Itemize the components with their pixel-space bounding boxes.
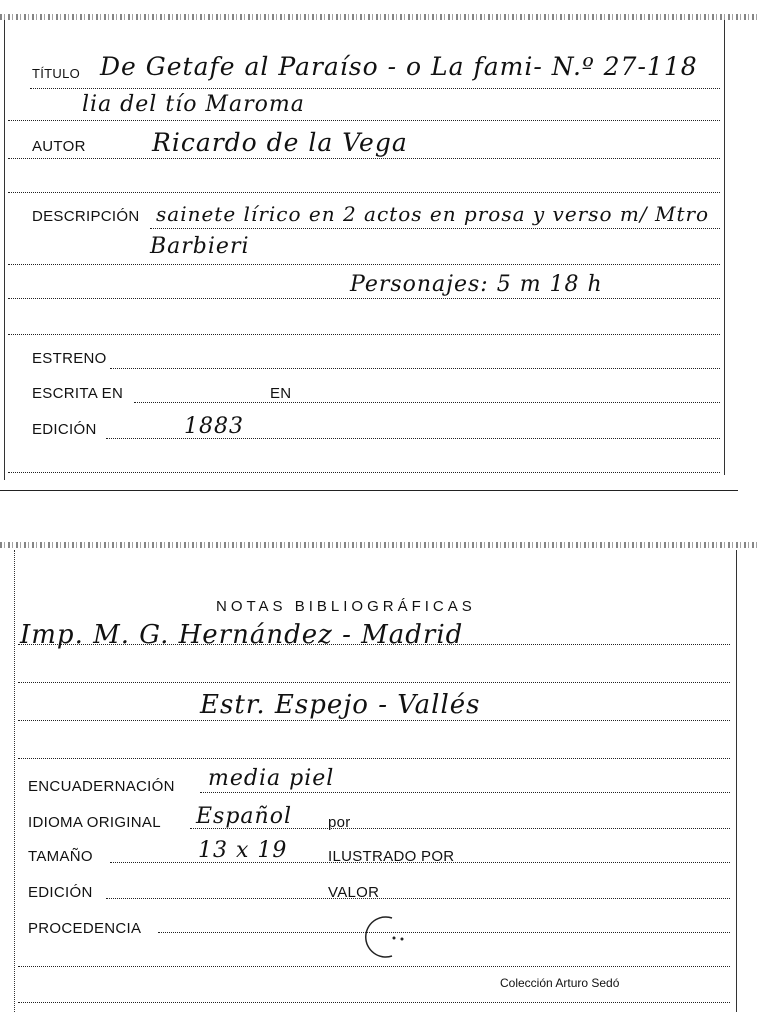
catalog-card-top — [0, 0, 759, 495]
label-tamano: TAMAÑO — [28, 848, 93, 865]
ruled-line — [134, 402, 720, 403]
label-ilustrado-por: ILUSTRADO POR — [328, 848, 455, 865]
handwritten-tamano: 13 x 19 — [198, 838, 288, 863]
collection-footer: Colección Arturo Sedó — [500, 976, 620, 990]
ruled-line — [8, 334, 720, 335]
handwritten-titulo-line2: lia del tío Maroma — [82, 92, 305, 117]
notas-bibliograficas-heading: NOTAS BIBLIOGRÁFICAS — [216, 598, 476, 615]
handwritten-titulo-line1: De Getafe al Paraíso - o La fami- N.º 27-118 — [100, 52, 698, 81]
card-right-border — [736, 550, 737, 1012]
handwritten-autor: Ricardo de la Vega — [152, 128, 408, 157]
ruled-line — [18, 966, 730, 967]
ruled-line — [18, 682, 730, 683]
label-en: EN — [270, 385, 292, 402]
card-torn-edge — [0, 542, 759, 548]
handwritten-idioma-original: Español — [196, 804, 292, 829]
ruled-line — [110, 368, 720, 369]
ruled-line — [30, 88, 720, 89]
handwritten-encuadernacion: media piel — [208, 766, 335, 791]
ruled-line — [106, 898, 730, 899]
label-idioma-original: IDIOMA ORIGINAL — [28, 814, 161, 831]
ruled-line — [18, 758, 730, 759]
label-edicion: EDICIÓN — [32, 421, 97, 438]
ruled-line — [8, 192, 720, 193]
ruled-line — [150, 228, 720, 229]
handwritten-descripcion-line1: sainete lírico en 2 actos en prosa y verso m/ Mtro — [156, 202, 710, 226]
label-valor: VALOR — [328, 884, 380, 901]
ruled-line — [8, 472, 720, 473]
label-estreno: ESTRENO — [32, 350, 107, 367]
stamp-mark-icon — [352, 912, 412, 962]
label-procedencia: PROCEDENCIA — [28, 920, 142, 937]
ruled-line — [8, 158, 720, 159]
ruled-line — [8, 264, 720, 265]
handwritten-notas-line2: Estr. Espejo - Vallés — [200, 690, 481, 720]
handwritten-edicion: 1883 — [184, 414, 244, 439]
handwritten-personajes: Personajes: 5 m 18 h — [350, 272, 603, 297]
ruled-line — [8, 298, 720, 299]
ruled-line — [18, 1002, 730, 1003]
card-left-border — [14, 550, 15, 1012]
card-left-border — [4, 20, 5, 480]
label-descripcion: DESCRIPCIÓN — [32, 208, 140, 225]
ruled-line — [158, 932, 730, 933]
card-right-border — [724, 20, 725, 475]
ruled-line — [200, 792, 730, 793]
card-torn-edge — [0, 14, 759, 20]
handwritten-notas-line1: Imp. M. G. Hernández - Madrid — [20, 620, 464, 650]
catalog-card-bottom — [0, 540, 759, 1020]
card-bottom-border — [0, 490, 738, 491]
label-por: por — [328, 814, 351, 831]
ruled-line — [8, 120, 720, 121]
label-autor: AUTOR — [32, 138, 86, 155]
label-escrita-en: ESCRITA EN — [32, 385, 124, 402]
label-titulo: TÍTULO — [32, 66, 81, 81]
label-edicion-bottom: EDICIÓN — [28, 884, 93, 901]
handwritten-descripcion-line2: Barbieri — [150, 234, 250, 259]
ruled-line — [18, 720, 730, 721]
label-encuadernacion: ENCUADERNACIÓN — [28, 778, 175, 795]
